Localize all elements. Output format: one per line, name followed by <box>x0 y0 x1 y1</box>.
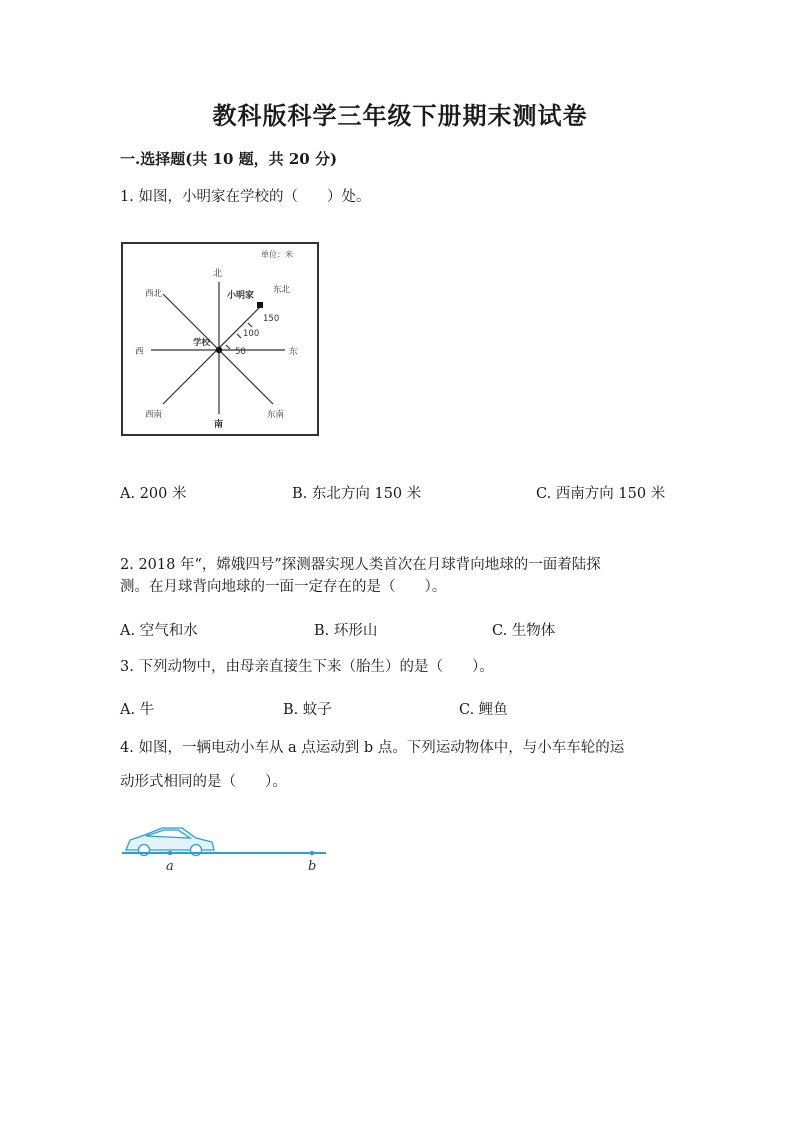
unit-label: 单位：米 <box>261 250 293 259</box>
question-2-option-b[interactable]: B. 环形山 <box>314 623 378 639</box>
scale-50: 50 <box>235 347 246 357</box>
point-b-marker <box>310 851 315 856</box>
question-2-text-line2: 测。在月球背向地球的一面一定存在的是（ ）。 <box>120 579 447 595</box>
scale-150: 150 <box>263 314 280 324</box>
question-1-text: 1. 如图，小明家在学校的（ ）处。 <box>120 189 371 205</box>
point-b-label: b <box>308 859 317 874</box>
question-3-text: 3. 下列动物中，由母亲直接生下来（胎生）的是（ ）。 <box>120 659 494 675</box>
question-4-car-figure <box>120 822 330 874</box>
point-a-label: a <box>166 859 174 874</box>
school-point <box>216 347 222 353</box>
school-label: 学校 <box>193 338 211 348</box>
south-label: 南 <box>214 420 224 430</box>
question-4-text-line1: 4. 如图，一辆电动小车从 a 点运动到 b 点。下列运动物体中，与小车车轮的运 <box>120 740 625 756</box>
question-2-text-line1: 2. 2018 年“，嫦娥四号”探测器实现人类首次在月球背向地球的一面着陆探 <box>120 557 601 573</box>
southwest-label: 西南 <box>145 410 163 420</box>
north-label: 北 <box>213 269 223 279</box>
question-1-option-b[interactable]: B. 东北方向 150 米 <box>292 486 422 502</box>
home-label: 小明家 <box>227 291 255 301</box>
question-3-option-b[interactable]: B. 蚊子 <box>283 702 332 718</box>
question-2-option-c[interactable]: C. 生物体 <box>492 623 556 639</box>
question-1-option-a[interactable]: A. 200 米 <box>120 486 187 502</box>
northwest-label: 西北 <box>145 289 163 299</box>
west-label: 西 <box>135 347 144 357</box>
tick-50 <box>226 345 230 349</box>
east-label: 东 <box>289 347 298 357</box>
question-4-text-line2: 动形式相同的是（ ）。 <box>120 774 287 790</box>
question-1-map-figure <box>121 242 319 436</box>
section-title: 一.选择题(共 10 题，共 20 分) <box>120 150 338 168</box>
question-3-option-c[interactable]: C. 鲤鱼 <box>459 702 508 718</box>
scale-100: 100 <box>243 329 260 339</box>
question-1-option-c[interactable]: C. 西南方向 150 米 <box>536 486 666 502</box>
northeast-label: 东北 <box>273 285 291 295</box>
question-3-option-a[interactable]: A. 牛 <box>120 702 155 718</box>
southwest-northeast-axis <box>163 306 261 404</box>
point-a-marker <box>168 851 173 856</box>
southeast-label: 东南 <box>267 410 285 420</box>
home-point <box>257 302 263 308</box>
page-title: 教科版科学三年级下册期末测试卷 <box>212 101 588 130</box>
question-2-option-a[interactable]: A. 空气和水 <box>120 623 198 639</box>
